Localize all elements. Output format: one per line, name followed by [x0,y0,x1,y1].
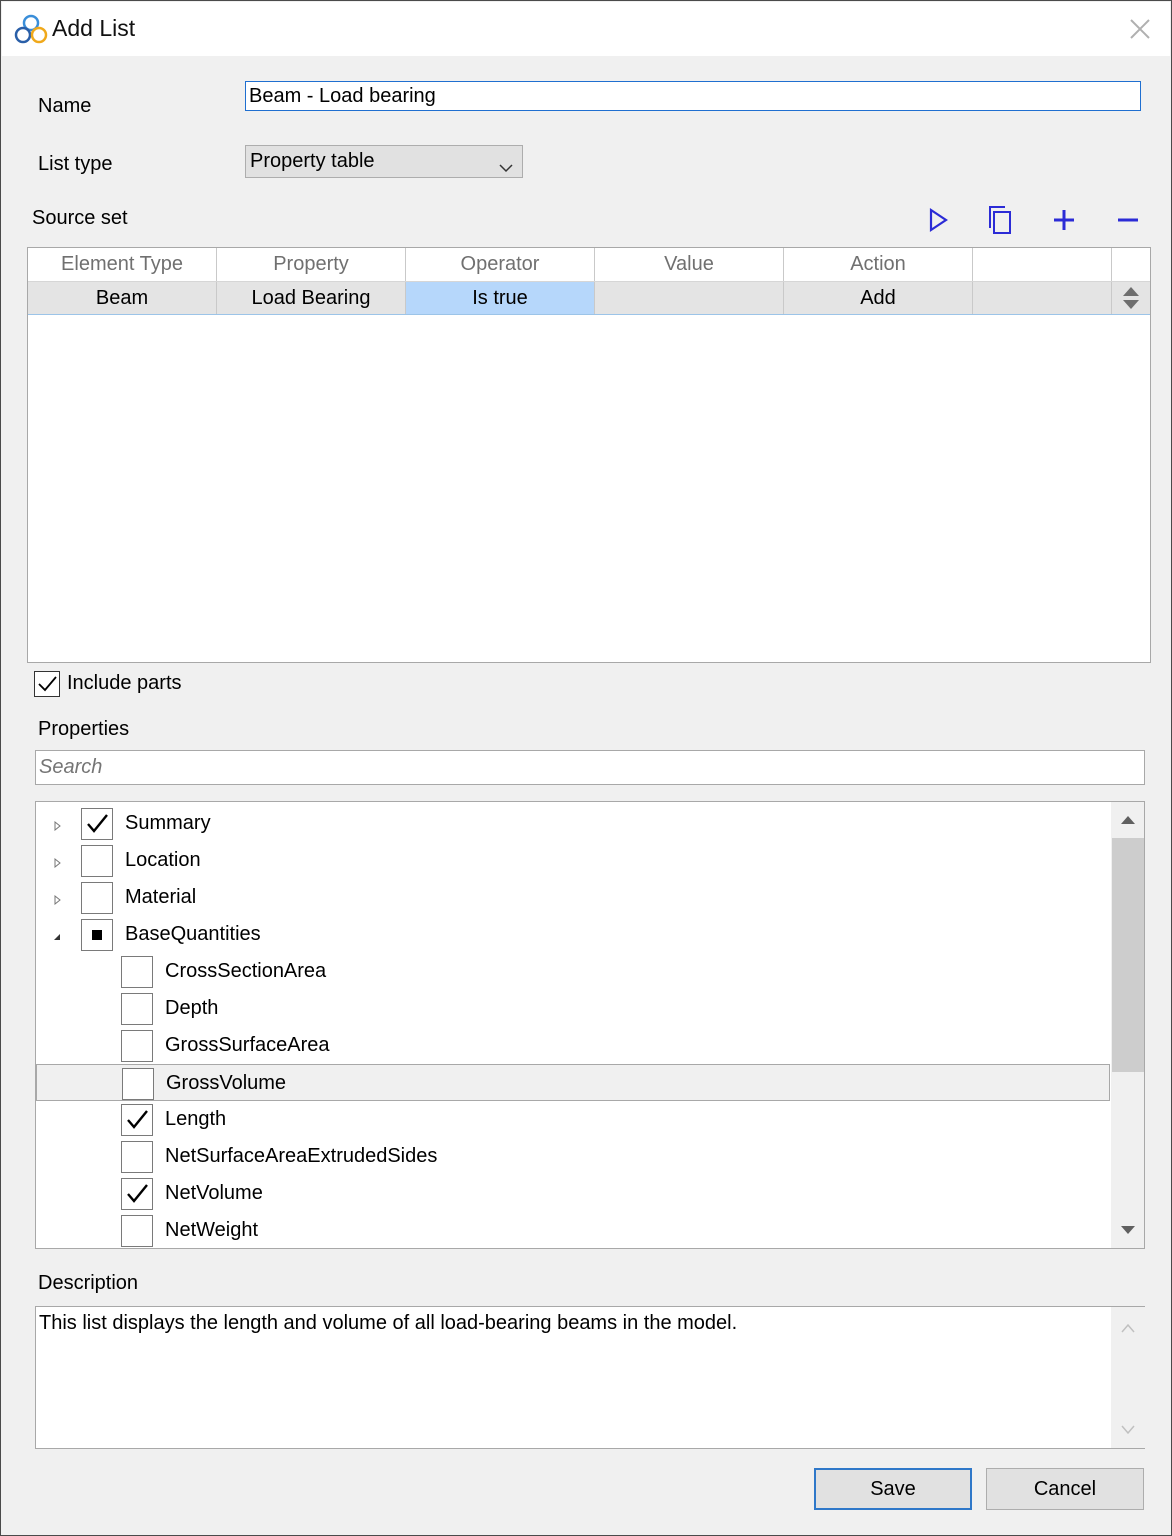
tree-item-checkbox[interactable] [122,1068,154,1100]
list-type-label: List type [38,153,113,175]
description-text: This list displays the length and volume of all load-bearing beams in the model. [39,1312,738,1334]
tree-item[interactable] [36,1027,1110,1064]
column-header-element-type[interactable]: Element Type [28,248,217,281]
scroll-down-icon[interactable] [1120,1224,1136,1236]
scroll-up-icon[interactable] [1120,812,1136,824]
close-icon[interactable] [1124,13,1156,45]
reorder-icon[interactable] [1112,282,1150,314]
tree-item-checkbox[interactable] [81,808,113,840]
search-input[interactable] [35,750,1145,785]
tree-item-checkbox[interactable] [121,1030,153,1062]
caret-collapsed-icon[interactable] [52,892,62,902]
cell-action[interactable]: Add [784,282,973,314]
tree-item[interactable] [36,1175,1110,1212]
tree-item[interactable] [36,805,1110,842]
table-row[interactable] [28,282,1150,315]
tree-item[interactable] [36,953,1110,990]
tree-item[interactable] [36,1064,1110,1101]
tree-item[interactable] [36,842,1110,879]
column-header-value[interactable]: Value [595,248,784,281]
include-parts-checkbox[interactable] [34,671,60,697]
column-header-spacer [1112,248,1150,281]
description-scrollbar[interactable] [1111,1307,1145,1448]
chevron-down-icon [498,154,514,168]
tree-item-label: NetWeight [165,1219,259,1241]
tree-item-checkbox[interactable] [81,919,113,951]
properties-tree [35,801,1145,1249]
list-type-select[interactable] [245,145,523,178]
cell-element-type[interactable]: Beam [28,282,217,314]
tree-item-checkbox[interactable] [121,1215,153,1247]
tree-item-label: NetVolume [165,1182,263,1204]
caret-collapsed-icon[interactable] [52,855,62,865]
copy-icon[interactable] [983,203,1017,237]
window-title: Add List [52,15,136,41]
tree-item-checkbox[interactable] [121,1178,153,1210]
remove-icon[interactable] [1111,203,1145,237]
description-textarea[interactable] [35,1306,1145,1449]
scroll-up-icon[interactable] [1120,1321,1136,1333]
tree-item[interactable] [36,879,1110,916]
tree-item-label: BaseQuantities [125,923,261,945]
source-set-label: Source set [32,207,128,229]
cell-value[interactable] [595,282,784,314]
tree-item-label: GrossSurfaceArea [165,1034,330,1056]
description-label: Description [38,1272,139,1294]
include-parts-label[interactable]: Include parts [67,672,182,694]
tree-item[interactable] [36,1138,1110,1175]
tree-item-checkbox[interactable] [81,845,113,877]
tree-item[interactable] [36,990,1110,1027]
caret-collapsed-icon[interactable] [52,818,62,828]
grid-header [28,248,1150,282]
tree-item-checkbox[interactable] [121,1141,153,1173]
column-header-action[interactable]: Action [784,248,973,281]
add-icon[interactable] [1047,203,1081,237]
tree-item[interactable] [36,1101,1110,1138]
tree-item-label: Depth [165,997,219,1019]
source-set-grid [27,247,1151,663]
properties-label: Properties [38,718,130,740]
cell-filler [973,282,1112,314]
name-label: Name [38,95,92,117]
list-type-value: Property table [250,150,375,172]
tree-item[interactable] [36,916,1110,953]
save-button[interactable]: Save [814,1468,972,1510]
tree-item-label: CrossSectionArea [165,960,327,982]
app-logo-icon [14,13,48,45]
tree-item-label: Length [165,1108,227,1130]
scroll-down-icon[interactable] [1120,1423,1136,1435]
tree-item-label: Material [125,886,197,908]
tree-item-checkbox[interactable] [121,993,153,1025]
cell-operator[interactable]: Is true [406,282,595,314]
name-input[interactable] [245,81,1141,111]
caret-expanded-icon[interactable] [52,929,62,939]
tree-item-label: NetSurfaceAreaExtrudedSides [165,1145,438,1167]
scroll-thumb[interactable] [1112,838,1144,1072]
tree-item-label: GrossVolume [166,1072,287,1094]
tree-item[interactable] [36,1212,1110,1249]
cell-property[interactable]: Load Bearing [217,282,406,314]
column-header-operator[interactable]: Operator [406,248,595,281]
title-bar [2,2,1170,56]
tree-item-label: Location [125,849,201,871]
tree-item-checkbox[interactable] [121,1104,153,1136]
column-header-filler [973,248,1112,281]
tree-item-checkbox[interactable] [121,956,153,988]
cancel-button[interactable]: Cancel [986,1468,1144,1510]
tree-item-label: Summary [125,812,211,834]
column-header-property[interactable]: Property [217,248,406,281]
run-icon[interactable] [921,203,955,237]
tree-item-checkbox[interactable] [81,882,113,914]
vertical-scrollbar[interactable] [1111,802,1145,1248]
